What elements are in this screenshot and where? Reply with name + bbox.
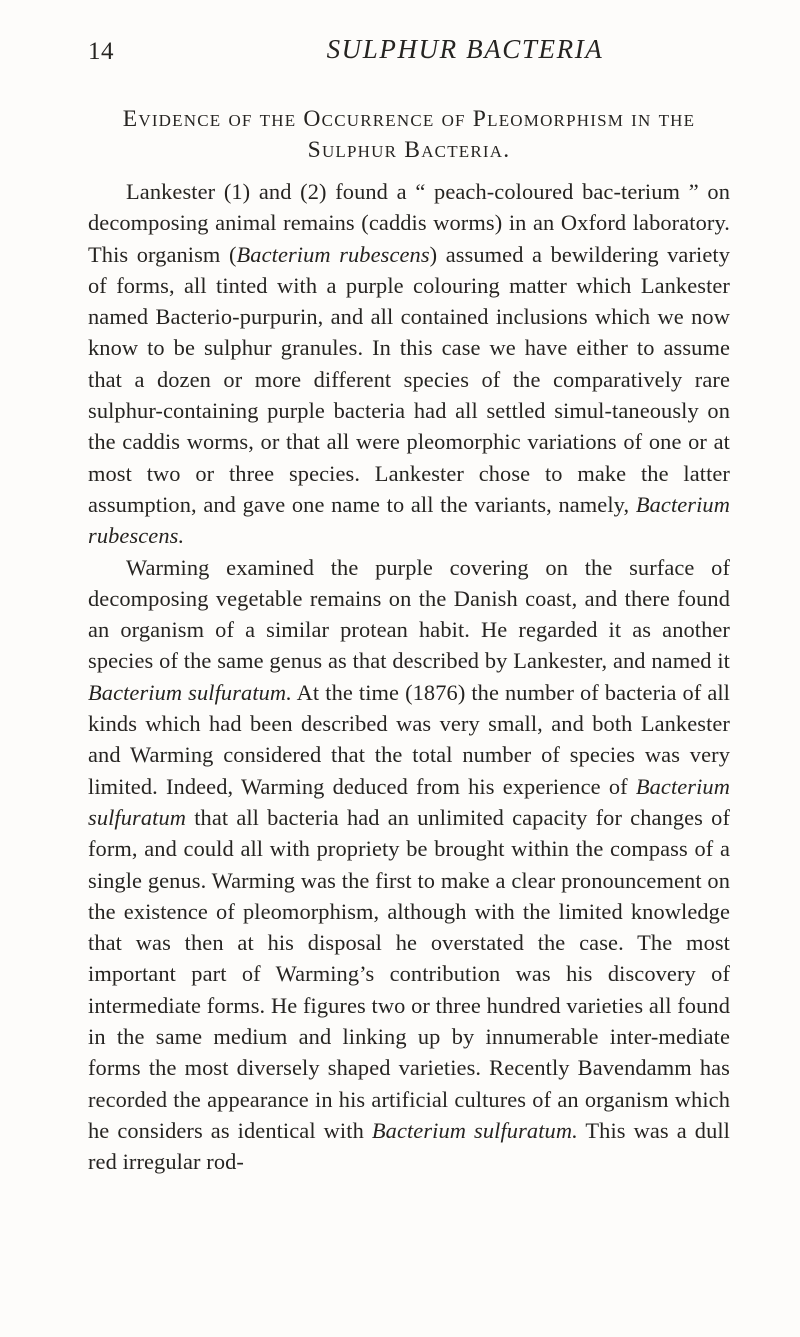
paragraph-1-text-1: Lankester (1) and (2) found a “ peach-coloured bac-terium ” on decomposing animal remains (caddis worms) in an Oxford laboratory. This organism ( bbox=[88, 179, 730, 267]
taxon-bacterium-sulfuratum: Bacterium sulfuratum. bbox=[88, 679, 292, 705]
page-number: 14 bbox=[88, 38, 114, 65]
taxon-bacterium-rubescens: Bacterium rubescens bbox=[236, 241, 430, 267]
taxon-bacterium-sulfuratum-2: Bacterium sulfuratum bbox=[88, 773, 730, 830]
taxon-bacterium-rubescens-2: Bacterium rubescens. bbox=[88, 491, 730, 549]
body-text bbox=[88, 176, 730, 1178]
paragraph-2-text-1: Warming examined the purple covering on the surface of decomposing vegetable remains on the Danish coast, and there found an organism of a similar protean habit. He regarded it as another species of the same genus as that described by Lankester, and named it bbox=[88, 554, 730, 674]
section-heading-line-2: Sulphur Bacteria. bbox=[307, 137, 511, 163]
paragraph-1-text-2: ) assumed a bewildering variety of forms, all tinted with a purple colouring matter which Lankester named Bacterio-purpurin, and all contained inclusions which we now know to be sulphur granules. In this case we have either to assume that a dozen or more different species of the comparatively rare sulphur-containing purple bacteria had all settled simul-taneously on the caddis worms, or that all were pleomorphic variations of one or at most two or three species. Lankester chose to make the latter assumption, and gave one name to all the variants, namely, bbox=[88, 241, 730, 517]
paragraph-2-text-3: that all bacteria had an unlimited capacity for changes of form, and could all with propriety be brought within the compass of a single genus. Warming was the first to make a clear pronouncement on the existence of pleomorphism, although with the limited knowledge that was then at his disposal he overstated the case. The most important part of Warming’s contribution was his discovery of intermediate forms. He figures two or three hundred varieties all found in the same medium and linking up by innumerable inter-mediate forms the most diversely shaped varieties. Recently Bavendamm has recorded the appearance in his artificial cultures of an organism which he considers as identical with bbox=[88, 804, 730, 1143]
section-heading bbox=[88, 104, 730, 166]
section-heading-line-1: Evidence of the Occurrence of Pleomorphism in the bbox=[122, 106, 696, 132]
paragraph-2 bbox=[88, 552, 730, 1178]
taxon-bacterium-sulfuratum-3: Bacterium sulfuratum. bbox=[371, 1117, 578, 1143]
running-title: SULPHUR BACTERIA bbox=[326, 34, 604, 64]
paragraph-1 bbox=[88, 176, 730, 552]
running-head bbox=[88, 34, 730, 74]
paragraph-2-text-4: This was a dull red irregular rod- bbox=[88, 1117, 731, 1175]
document-page bbox=[88, 0, 730, 1337]
paragraph-2-text-2: At the time (1876) the number of bacteria of all kinds which had been described was very small, and both Lankester and Warming considered that the total number of species was very limited. Indeed, Warming deduced from his experience of bbox=[88, 679, 731, 799]
